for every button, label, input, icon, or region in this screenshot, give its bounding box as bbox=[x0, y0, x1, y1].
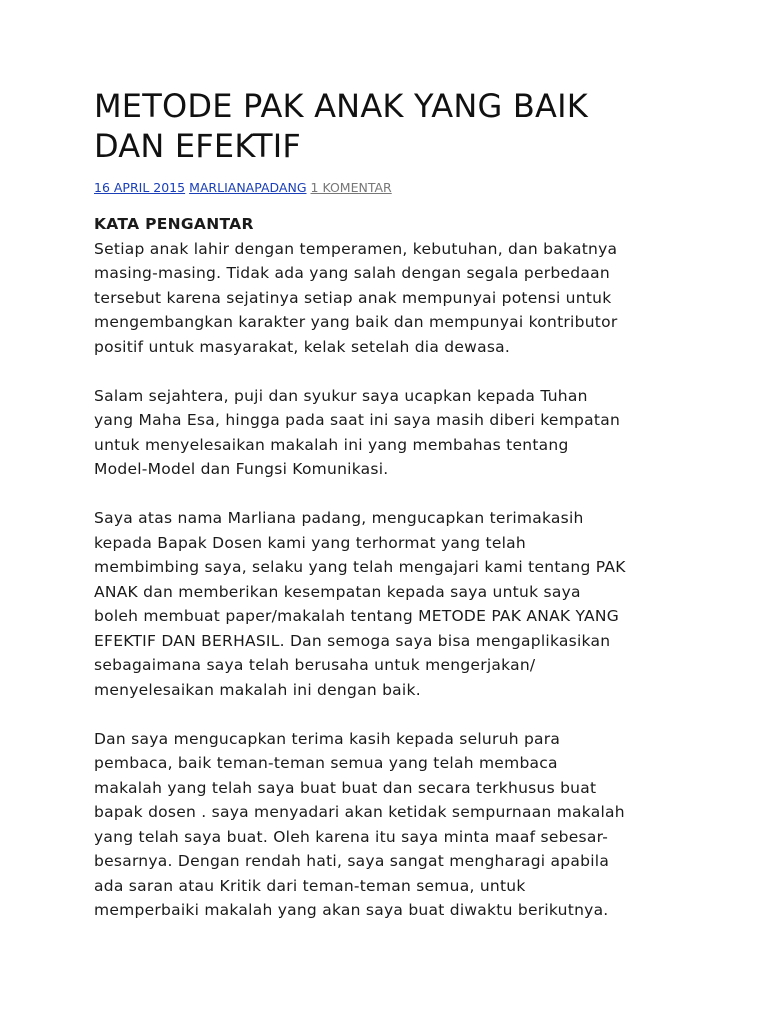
title-line: METODE PAK ANAK YANG BAIK bbox=[94, 87, 588, 125]
text-line: membimbing saya, selaku yang telah mengajari kami tentang PAK bbox=[94, 558, 626, 576]
text-line: Saya atas nama Marliana padang, mengucapkan terimakasih bbox=[94, 509, 584, 527]
text-line: Dan saya mengucapkan terima kasih kepada seluruh para bbox=[94, 729, 561, 748]
text-line: kepada Bapak Dosen kami yang terhormat yang telah bbox=[94, 533, 526, 552]
text-line: besarnya. Dengan rendah hati, saya sangat mengharagi apabila bbox=[94, 852, 610, 870]
text-line: ANAK dan memberikan kesempatan kepada saya untuk saya bbox=[94, 582, 581, 601]
text-line: EFEKTIF DAN BERHASIL. Dan semoga saya bisa mengaplikasikan bbox=[94, 631, 611, 650]
text-line: ada saran atau Kritik dari teman-teman semua, untuk bbox=[94, 876, 526, 895]
text-line: bapak dosen . saya menyadari akan ketidak sempurnaan makalah bbox=[94, 803, 625, 821]
text-line: yang Maha Esa, hingga pada saat ini saya masih diberi kempatan bbox=[94, 411, 621, 429]
text-line: yang telah saya buat. Oleh karena itu saya minta maaf sebesar- bbox=[94, 827, 609, 846]
text-line: Setiap anak lahir dengan temperamen, kebutuhan, dan bakatnya bbox=[94, 239, 618, 258]
article bbox=[94, 86, 694, 923]
post-meta bbox=[94, 180, 694, 196]
text-line: Salam sejahtera, puji dan syukur saya ucapkan kepada Tuhan bbox=[94, 386, 588, 405]
comments-link[interactable]: 1 KOMENTAR bbox=[310, 180, 392, 195]
paragraph bbox=[94, 237, 694, 360]
article-title bbox=[94, 86, 694, 166]
paragraph bbox=[94, 506, 694, 702]
paragraph bbox=[94, 384, 694, 482]
text-line: pembaca, baik teman-teman semua yang telah membaca bbox=[94, 754, 558, 772]
text-line: tersebut karena sejatinya setiap anak mempunyai potensi untuk bbox=[94, 288, 612, 307]
text-line: boleh membuat paper/makalah tentang METODE PAK ANAK YANG bbox=[94, 607, 619, 625]
text-line: makalah yang telah saya buat buat dan secara terkhusus buat bbox=[94, 778, 597, 797]
section-heading: KATA PENGANTAR bbox=[94, 215, 254, 233]
text-line: memperbaiki makalah yang akan saya buat diwaktu berikutnya. bbox=[94, 901, 609, 919]
text-line: sebagaimana saya telah berusaha untuk mengerjakan/ bbox=[94, 656, 536, 674]
text-line: positif untuk masyarakat, kelak setelah dia dewasa. bbox=[94, 337, 511, 356]
paragraph bbox=[94, 727, 694, 923]
text-line: menyelesaikan makalah ini dengan baik. bbox=[94, 680, 421, 699]
text-line: Model-Model dan Fungsi Komunikasi. bbox=[94, 460, 389, 478]
author-link[interactable]: MARLIANAPADANG bbox=[189, 180, 307, 195]
text-line: untuk menyelesaikan makalah ini yang membahas tentang bbox=[94, 435, 569, 454]
text-line: mengembangkan karakter yang baik dan mempunyai kontributor bbox=[94, 313, 618, 331]
post-date-link[interactable]: 16 APRIL 2015 bbox=[94, 180, 186, 195]
title-line: DAN EFEKTIF bbox=[94, 127, 302, 165]
text-line: masing-masing. Tidak ada yang salah dengan segala perbedaan bbox=[94, 264, 610, 282]
